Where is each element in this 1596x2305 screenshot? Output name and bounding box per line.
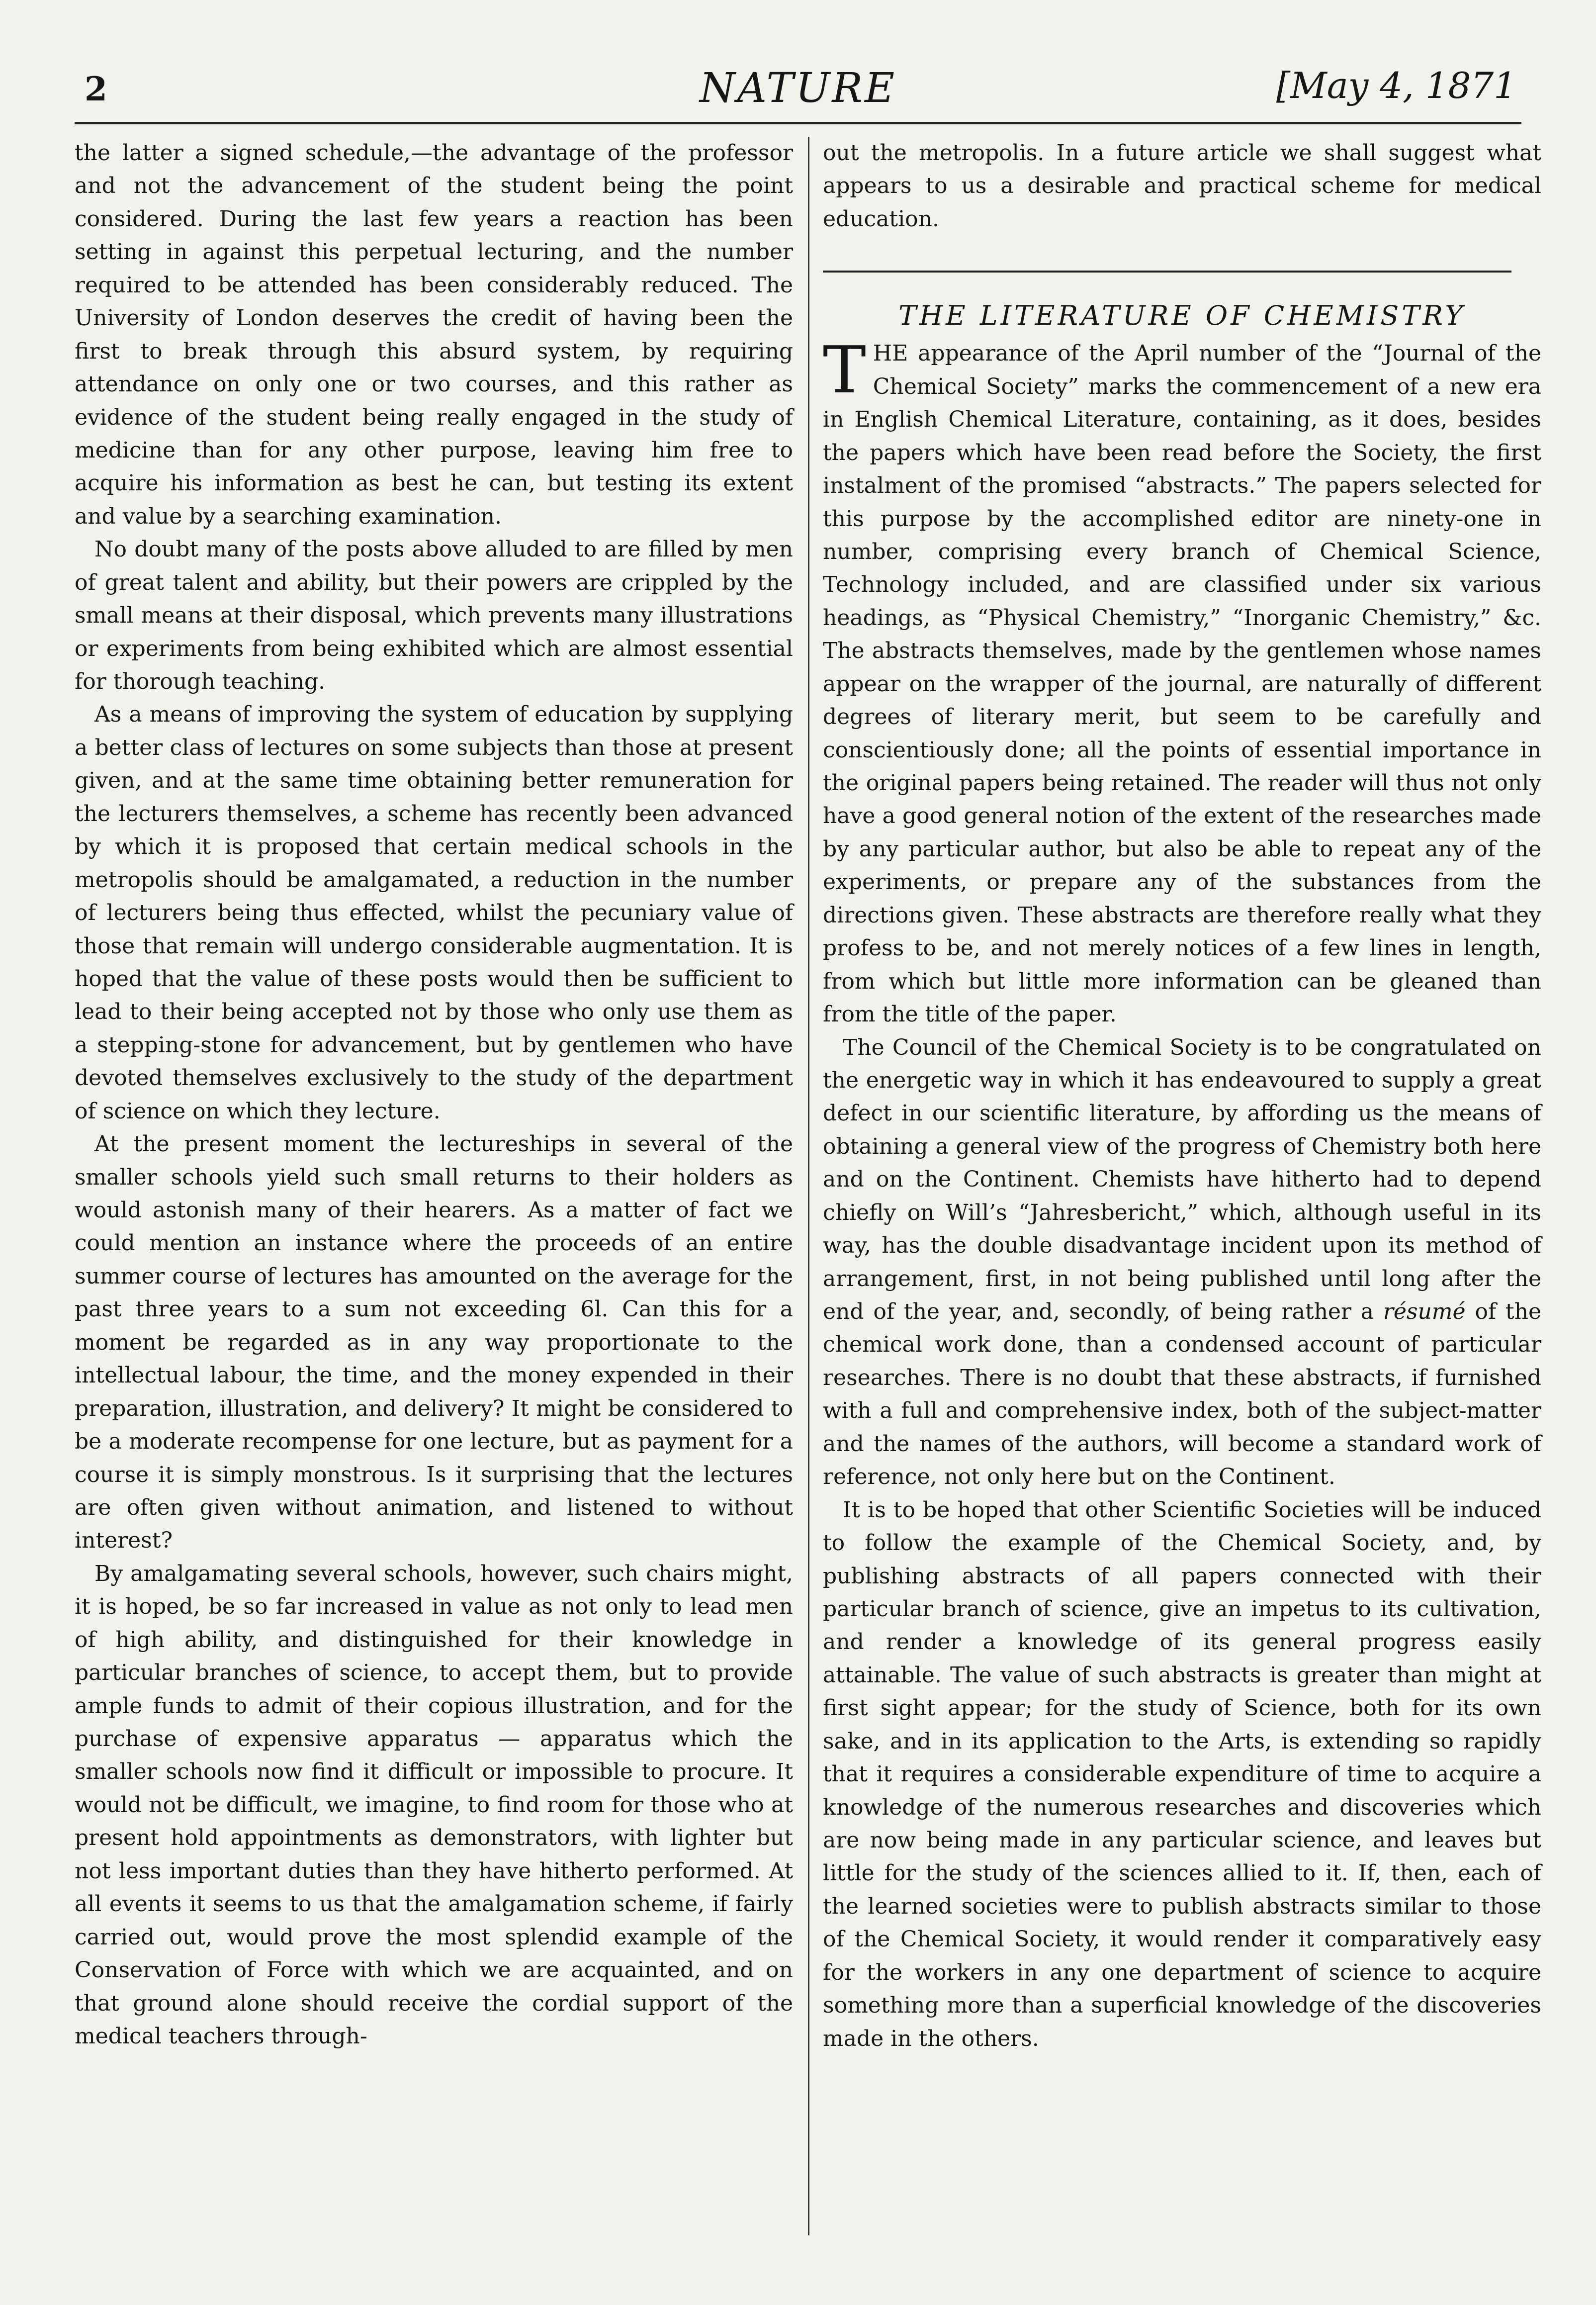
paragraph-text: The Council of the Chemical Society is to be congratulated on the energetic way in which it has endeavoured to supply a great defect in our scientific literature, by affording us the means of obtaining a general view of the progress of Chemistry both here and on the Continent. Chemists have hitherto had to depend chiefly on Will’s “Jahresbericht,” which, although useful in its way, has the double disadvantage incident upon its method of arrangement, first, in not being published until long after the end of the year, and, secondly, of being rather a — [823, 1034, 1541, 1324]
right-column — [823, 137, 1541, 2235]
paragraph: No doubt many of the posts above alluded to are filled by men of great talent and ability, but their powers are crippled by the small means at their disposal, which prevents many illustrations or experiments from being exhibited which are almost essential for thorough teaching. — [75, 537, 793, 694]
paragraph: As a means of improving the system of education by supplying a better class of lectures on some subjects than those at present given, and at the same time obtaining better remuneration for the lecturers themselves, a scheme has recently been advanced by which it is proposed that certain medical schools in the metropolis should be amalgamated, a reduction in the number of lecturers being thus effected, whilst the pecuniary value of those that remain will undergo considerable augmentation. It is hoped that the value of these posts would then be sufficient to lead to their being accepted not by those who only use them as a stepping-stone for advancement, but by gentlemen who have devoted themselves exclusively to the study of the department of science on which they lecture. — [75, 702, 793, 1124]
header-rule — [75, 122, 1521, 124]
page-number: 2 — [85, 70, 107, 108]
paragraph: By amalgamating several schools, however, such chairs might, it is hoped, be so far increased in value as not only to lead men of high ability, and distinguished for their knowledge in particular branches of science, to accept them, but to provide ample funds to admit of their copious illustration, and for the purchase of expensive apparatus — apparatus which the smaller schools now find it difficult or impossible to procure. It would not be difficult, we imagine, to find room for those who at present hold appointments as demonstrators, with lighter but not less important duties than they have hitherto performed. At all events it seems to us that the amalgamation scheme, if fairly carried out, would prove the most splendid example of the Conservation of Force with which we are acquainted, and on that ground alone should receive the cordial support of the medical teachers through- — [75, 1561, 793, 2049]
paragraph: At the present moment the lectureships in several of the smaller schools yield such small returns to their holders as would astonish many of their hearers. As a matter of fact we could mention an instance where the proceeds of an entire summer course of lectures has amounted on the average for the past three years to a sum not exceeding 6l. Can this for a moment be regarded as in any way proportionate to the intellectual labour, the time, and the money expended in their preparation, illustration, and delivery? It might be considered to be a moderate recompense for one lecture, but as payment for a course it is simply monstrous. Is it surprising that the lectures are often given without animation, and listened to without interest? — [75, 1131, 793, 1554]
paragraph — [823, 1031, 1541, 1494]
issue-date: [May 4, 1871 — [1276, 65, 1516, 106]
lead-paragraph-text: HE appearance of the April number of the “Journal of the Chemical Society” marks the commencement of a new era in English Chemical Literature, containing, as it does, besides the papers which have been read before the Society, the first instalment of the promised “abstracts.” The papers selected for this purpose by the accomplished editor are ninety-one in number, comprising every branch of Chemical Science, Technology included, and are classified under six various headings, as “Physical Chemistry,” “Inorganic Chemistry,” &c. The abstracts themselves, made by the gentlemen whose names appear on the wrapper of the journal, are naturally of different degrees of literary merit, but seem to be carefully and conscientiously done; all the points of essential importance in the original papers being retained. The reader will thus not only have a good general notion of the extent of the researches made by any particular author, but also be able to repeat any of the experiments, or prepare any of the substances from the directions given. These abstracts are therefore really what they profess to be, and not merely notices of a few lines in length, from which but little more information can be gleaned than from the title of the paper. — [823, 341, 1541, 1027]
left-column — [75, 137, 793, 2235]
italic-term: résumé — [1383, 1299, 1466, 1324]
drop-cap: T — [823, 332, 866, 408]
article-columns — [75, 137, 1541, 2235]
column-divider — [808, 137, 809, 2235]
section-title: THE LITERATURE OF CHEMISTRY — [898, 300, 1466, 332]
paragraph: It is to be hoped that other Scientific Societies will be induced to follow the example of the Chemical Society, and, by publishing abstracts of all papers connected with their particular branch of science, give an impetus to its cultivation, and render a knowledge of its general progress easily attainable. The value of such abstracts is greater than might at first sight appear; for the study of Science, both for its own sake, and in its application to the Arts, is extending so rapidly that it requires a considerable expenditure of time to acquire a knowledge of the numerous researches and discoveries which are now being made in any particular science, and leaves but little for the study of the sciences allied to it. If, then, each of the learned societies were to publish abstracts similar to those of the Chemical Society, it would render it comparatively easy for the workers in any one department of science to acquire something more than a superficial knowledge of the discoveries made in the others. — [823, 1497, 1541, 2051]
journal-title: NATURE — [700, 65, 896, 112]
section-separator — [823, 271, 1511, 273]
page-header — [75, 60, 1521, 124]
lead-paragraph — [823, 332, 1541, 1031]
continuation-paragraph: out the metropolis. In a future article we shall suggest what appears to us a desirable and practical scheme for medical education. — [823, 140, 1541, 232]
paragraph: the latter a signed schedule,—the advantage of the professor and not the advancement of the student being the point considered. During the last few years a reaction has been setting in against this perpetual lecturing, and the number required to be attended has been considerably reduced. The University of London deserves the credit of having been the first to break through this absurd system, by requiring attendance on only one or two courses, and this rather as evidence of the student being really engaged in the study of medicine than for any other purpose, leaving him free to acquire his information as best he can, but testing its extent and value by a searching examination. — [75, 140, 793, 529]
paragraph-text: of the chemical work done, than a condensed account of particular researches. There is no doubt that these abstracts, if furnished with a full and comprehensive index, both of the subject-matter and the names of the authors, will become a standard work of reference, not only here but on the Continent. — [823, 1299, 1541, 1490]
